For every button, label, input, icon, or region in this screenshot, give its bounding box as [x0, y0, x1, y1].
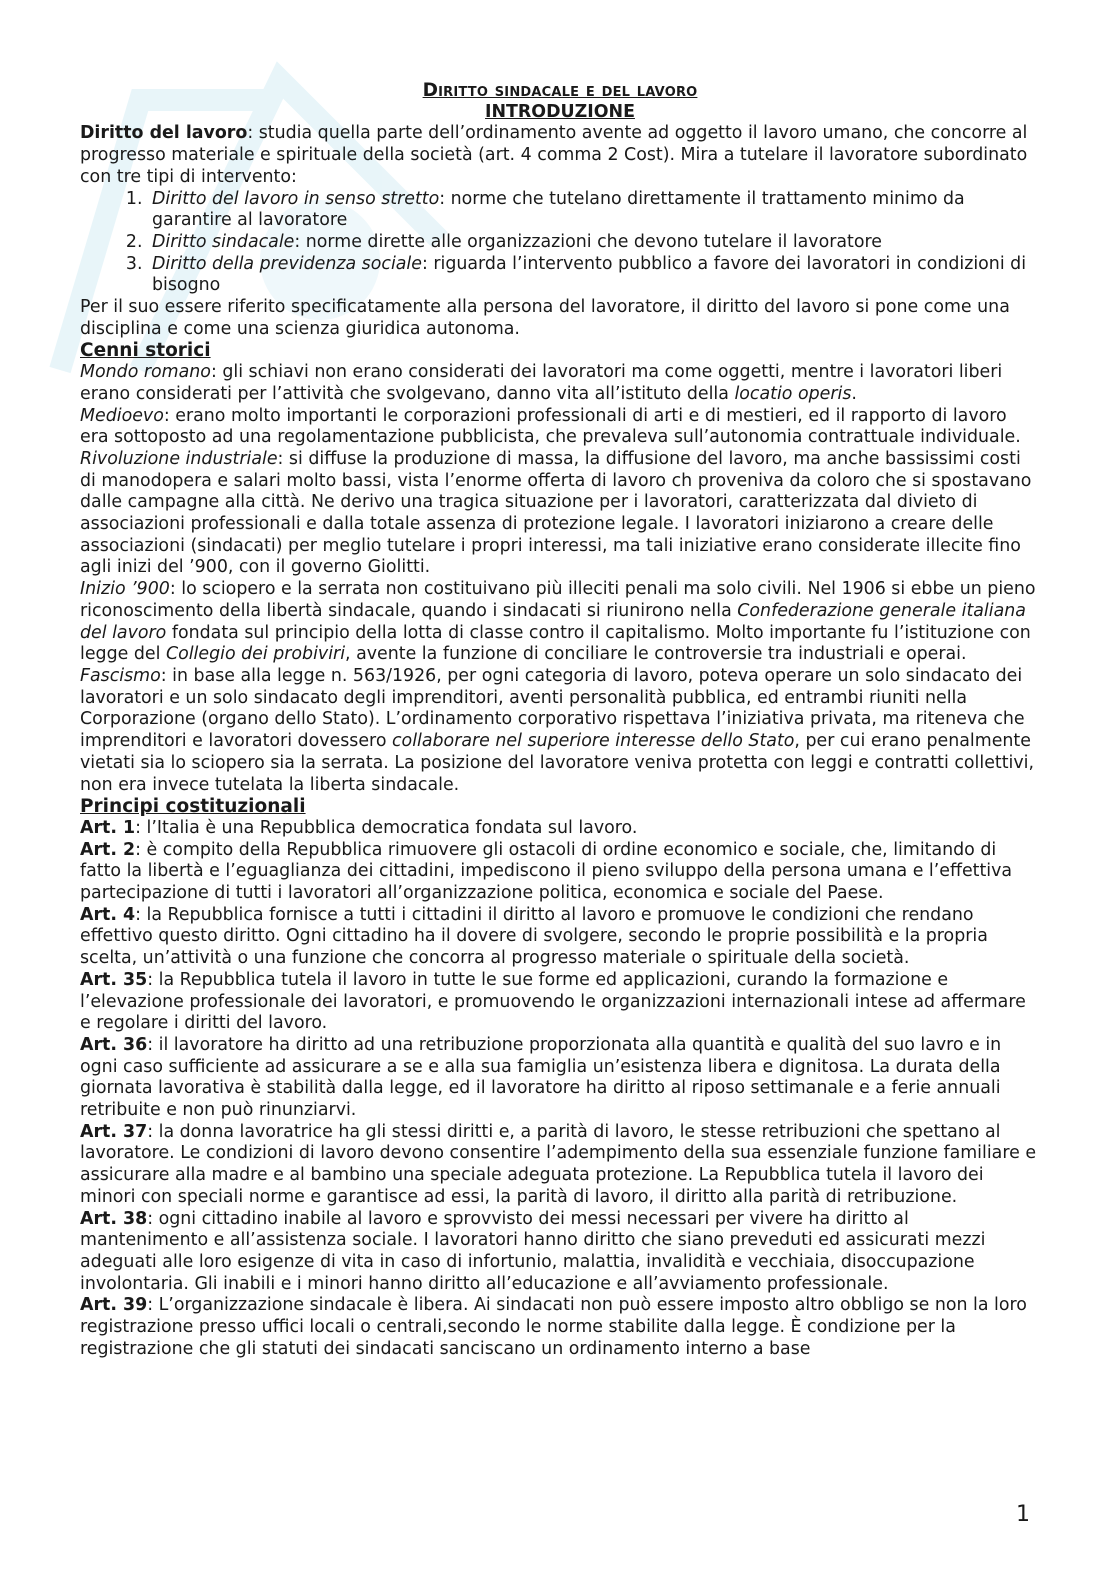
intro-term: Diritto del lavoro: [80, 123, 248, 144]
article-paragraph: Art. 38: ogni cittadino inabile al lavoro e sprovvisto dei messi necessari per vivere ha diritto al mantenimento e all’assistenza sociale. I lavoratori hanno diritto che siano preveduti ed assicurati mezzi adeguati alle loro esigenze di vita in caso di infortunio, malattia, invalidità e vecchiaia, disoccupazione involontaria. Gli inabili e i minori hanno diritto all’educazione e all’avviamento professionale.: [80, 1208, 986, 1294]
document-subtitle: INTRODUZIONE: [485, 101, 635, 122]
list-item: 3. Diritto della previdenza sociale: riguarda l’intervento pubblico a favore dei lavoratori in condizioni di bisogno: [148, 254, 1040, 297]
document-page: [80, 80, 1040, 1360]
intervention-list: [80, 189, 1040, 298]
history-inizio-900: Inizio ’900: lo sciopero e la serrata non costituivano più illeciti penali ma solo civili. Nel 1906 si ebbe un pieno riconoscimento della libertà sindacale, quando i sindacati si riunirono nella Confederazione generale italiana del lavoro fondata sul principio della lotta di classe contro il capitalismo. Molto importante fu l’istituzione con legge del Collegio dei probiviri, avente la funzione di conciliare le controversie tra industriali e operai.: [80, 579, 1036, 665]
page-number: 1: [1016, 1502, 1030, 1527]
article-paragraph: Art. 37: la donna lavoratrice ha gli stessi diritti e, a parità di lavoro, le stesse retribuzioni che spettano al lavoratore. Le condizioni di lavoro devono consentire l’adempimento della sua essenziale funzione familiare e assicurare alla madre e al bambino una speciale adeguata protezione. La Repubblica tutela il lavoro dei minori con speciali norme e garantisce ad essi, la parità di lavoro, il diritto alla parità di retribuzione.: [80, 1121, 1037, 1207]
intro-paragraph: Diritto del lavoro: studia quella parte dell’ordinamento avente ad oggetto il lavoro umano, che concorre al progresso materiale e spirituale della società (art. 4 comma 2 Cost). Mira a tutelare il lavoratore subordinato con tre tipi di intervento:: [80, 123, 1028, 187]
after-list-paragraph: Per il suo essere riferito specificatamente alla persona del lavoratore, il diritto del lavoro si pone come una disciplina e come una scienza giuridica autonoma.: [80, 297, 1010, 339]
section-heading-history: Cenni storici: [80, 340, 211, 362]
article-paragraph: Art. 39: L’organizzazione sindacale è libera. Ai sindacati non può essere imposto altro obbligo se non la loro registrazione presso uffici locali o centrali,secondo le norme stabilite dalla legge. È condizione per la registrazione che gli statuti dei sindacati sanciscano un ordinamento interno a base: [80, 1295, 1027, 1359]
history-fascismo: Fascismo: in base alla legge n. 563/1926, per ogni categoria di lavoro, poteva operare un solo sindacato dei lavoratori e un solo sindacato degli imprenditori, aventi personalità pubblica, ed entrambi riuniti nella Corporazione (organo dello Stato). L’ordinamento corporativo rispettava l’iniziativa privata, ma riteneva che imprenditori e lavoratori dovessero collaborare nel superiore interesse dello Stato, per cui erano penalmente vietati sia lo sciopero sia la serrata. La posizione del lavoratore veniva protetta con leggi e contratti collettivi, non era invece tutelata la liberta sindacale.: [80, 665, 1035, 795]
history-romano: Mondo romano: gli schiavi non erano considerati dei lavoratori ma come oggetti, mentre i lavoratori liberi erano considerati per l’attività che svolgevano, danno vita all’istituto della locatio operis.: [80, 362, 1003, 404]
history-rivoluzione: Rivoluzione industriale: si diffuse la produzione di massa, la diffusione del lavoro, ma anche bassissimi costi di manodopera e salari molto bassi, vista l’enorme offerta di lavoro ch proveniva da coloro che si spostavano dalle campagne alla città. Ne derivo una tragica situazione per i lavoratori, caratterizzata dal divieto di associazioni professionali e dalla totale assenza di protezione legale. I lavoratori iniziarono a creare delle associazioni (sindacati) per meglio tutelare i propri interessi, ma tali iniziative erano considerate illecite fino agli inizi del ’900, con il governo Giolitti.: [80, 448, 1032, 578]
article-paragraph: Art. 36: il lavoratore ha diritto ad una retribuzione proporzionata alla quantità e qualità del suo lavro e in ogni caso sufficiente ad assicurare a se e alla sua famiglia un’esistenza libera e dignitosa. La durata della giornata lavorativa è stabilità dalla legge, ed il lavoratore ha diritto al riposo settimanale e a ferie annuali retribuite e non può rinunziarvi.: [80, 1034, 1002, 1121]
article-paragraph: Art. 4: la Repubblica fornisce a tutti i cittadini il diritto al lavoro e promuove le condizioni che rendano effettivo questo diritto. Ogni cittadino ha il dovere di svolgere, secondo le proprie possibilità e la propria scelta, un’attività o una funzione che concorra al progresso materiale o spirituale della società.: [80, 904, 988, 969]
document-title: Diritto sindacale e del lavoro: [422, 80, 698, 101]
article-paragraph: Art. 2: è compito della Repubblica rimuovere gli ostacoli di ordine economico e sociale, che, limitando di fatto la libertà e l’eguaglianza dei cittadini, impediscono il pieno sviluppo della persona umana e l’effettiva partecipazione di tutti i lavoratori all’organizzazione politica, economica e sociale del Paese.: [80, 839, 1013, 904]
article-paragraph: Art. 1: l’Italia è una Repubblica democratica fondata sul lavoro.: [80, 817, 638, 838]
section-heading-principles: Principi costituzionali: [80, 796, 306, 818]
history-medioevo: Medioevo: erano molto importanti le corporazioni professionali di arti e di mestieri, ed il rapporto di lavoro era sottoposto ad una regolamentazione pubblicista, che prevaleva sull’autonomia contrattuale individuale.: [80, 405, 1021, 448]
list-item: 2. Diritto sindacale: norme dirette alle organizzazioni che devono tutelare il lavoratore: [148, 232, 1040, 254]
article-paragraph: Art. 35: la Repubblica tutela il lavoro in tutte le sue forme ed applicazioni, curando la formazione e l’elevazione professionale dei lavoratori, e promuovendo le organizzazioni internazionali intese ad affermare e regolare i diritti del lavoro.: [80, 969, 1026, 1034]
list-item: 1. Diritto del lavoro in senso stretto: norme che tutelano direttamente il trattamento minimo da garantire al lavoratore: [148, 189, 1040, 232]
